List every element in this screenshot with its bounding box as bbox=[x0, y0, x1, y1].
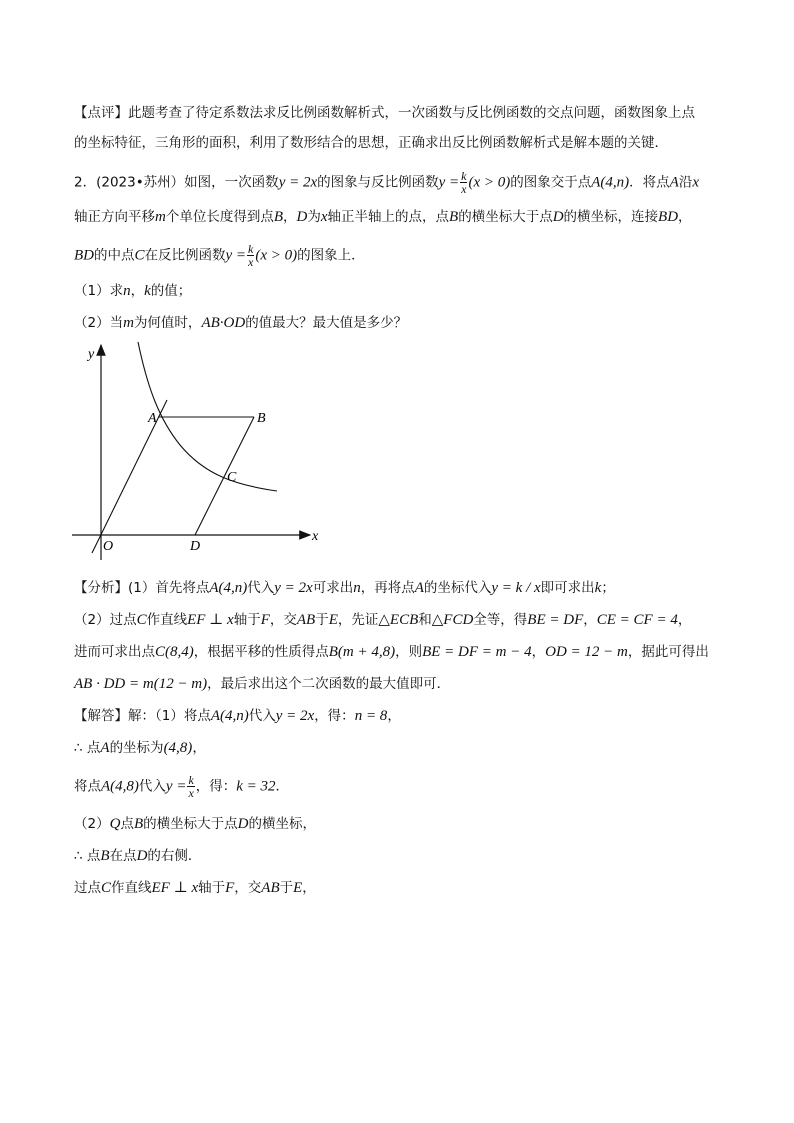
analysis-tag: 【分析】 bbox=[74, 580, 128, 596]
analysis-text: (1）首先将点 bbox=[128, 580, 210, 596]
label-B: B bbox=[257, 411, 266, 426]
problem-text: ， bbox=[678, 209, 692, 225]
analysis-text: ， bbox=[583, 612, 597, 628]
solution-line-1 bbox=[74, 706, 401, 726]
problem-text: （2）当 bbox=[74, 315, 124, 331]
math: A bbox=[100, 740, 110, 756]
solution-text: 在点 bbox=[109, 848, 137, 864]
math: A bbox=[414, 580, 424, 596]
problem-text: 为何值时， bbox=[133, 315, 202, 331]
analysis-text: 作直线 bbox=[146, 612, 188, 628]
analysis-text: 于 bbox=[315, 612, 329, 628]
solution-text: 轴于 bbox=[198, 880, 226, 896]
math: B(m + 4,8) bbox=[328, 644, 396, 660]
math: E bbox=[293, 880, 303, 896]
solution-tag: 【解答】 bbox=[74, 708, 128, 724]
solution-text: ， bbox=[387, 708, 401, 724]
math: F bbox=[260, 612, 270, 628]
math: A(4,n) bbox=[209, 580, 248, 596]
math: C bbox=[101, 880, 112, 896]
analysis-line-3 bbox=[74, 642, 709, 662]
math: Q bbox=[109, 816, 121, 832]
solution-text: （2） bbox=[74, 816, 110, 832]
fraction-denominator: x bbox=[461, 182, 467, 196]
solution-text: 点 bbox=[120, 816, 134, 832]
math: AB·OD bbox=[201, 315, 246, 331]
math: BE = DF bbox=[527, 612, 584, 628]
math: EF ⊥ x bbox=[187, 612, 234, 628]
solution-text: 的横坐标大于点 bbox=[143, 816, 238, 832]
math: AB bbox=[261, 880, 280, 896]
problem-text: 的图象与反比例函数 bbox=[317, 174, 439, 191]
math: n bbox=[353, 580, 361, 596]
solution-text: ． bbox=[275, 778, 290, 795]
solution-text: 作直线 bbox=[111, 880, 152, 896]
solution-text: ，得： bbox=[195, 778, 237, 795]
label-O: O bbox=[103, 539, 114, 554]
analysis-line-1 bbox=[74, 578, 615, 598]
analysis-text: ，据此可得出 bbox=[627, 644, 709, 660]
analysis-text: （2）过点 bbox=[74, 612, 137, 628]
math: AB bbox=[296, 612, 316, 628]
math: BE = DF = m − 4 bbox=[422, 644, 532, 660]
solution-line-3 bbox=[74, 774, 289, 799]
math: n bbox=[123, 283, 131, 299]
problem-text: 为 bbox=[307, 209, 321, 225]
math: C bbox=[134, 247, 145, 264]
problem-text: 的横坐标大于点 bbox=[458, 209, 553, 225]
analysis-text: ，再将点 bbox=[360, 580, 415, 596]
math: y = bbox=[225, 247, 247, 264]
math: y = k / x bbox=[491, 580, 541, 596]
math: y = bbox=[438, 174, 460, 191]
fraction-numerator: k bbox=[248, 242, 254, 256]
problem-line-1 bbox=[74, 170, 699, 195]
comment-text-2: 的坐标特征，三角形的面积，利用了数形结合的思想，正确求出反比例函数解析式是解本题的关键． bbox=[74, 135, 668, 151]
analysis-text: ； bbox=[601, 580, 615, 596]
solution-text: 的右侧． bbox=[147, 848, 202, 864]
analysis-text: 和 bbox=[418, 612, 432, 628]
problem-text: 的中点 bbox=[94, 247, 135, 264]
solution-text: ∴ 点 bbox=[74, 740, 101, 756]
label-x: x bbox=[312, 529, 319, 544]
math: x bbox=[320, 209, 328, 225]
math: m bbox=[155, 209, 166, 225]
solution-text: ， bbox=[192, 740, 206, 756]
math: B bbox=[133, 816, 144, 832]
solution-text: ， bbox=[302, 880, 316, 896]
problem-text: 的横坐标，连接 bbox=[563, 209, 659, 225]
analysis-line-4 bbox=[74, 674, 450, 694]
problem-line-3 bbox=[74, 243, 365, 268]
math: y = 2x bbox=[274, 580, 313, 596]
math: (4,8) bbox=[163, 740, 193, 756]
fraction-k-over-x bbox=[247, 243, 254, 268]
solution-text: 将点 bbox=[74, 778, 101, 795]
analysis-text: ，最后求出这个二次函数的最大值即可． bbox=[207, 676, 451, 692]
math: D bbox=[237, 816, 249, 832]
math: F bbox=[225, 880, 235, 896]
math: A(4,n) bbox=[210, 708, 249, 724]
problem-text: （1）求 bbox=[74, 283, 124, 299]
fraction-denominator: x bbox=[188, 786, 194, 800]
problem-text: 的图象交于点 bbox=[510, 174, 592, 191]
solution-text: 过点 bbox=[74, 880, 101, 896]
math: B bbox=[273, 209, 284, 225]
analysis-text: ，先证 bbox=[337, 612, 379, 628]
analysis-text: 代入 bbox=[247, 580, 275, 596]
solution-text: 代入 bbox=[138, 778, 166, 795]
math: OD = 12 − m bbox=[545, 644, 628, 660]
solution-text: ，交 bbox=[234, 880, 262, 896]
label-y: y bbox=[88, 347, 95, 362]
problem-line-2 bbox=[74, 207, 692, 227]
comment-text-1: 此题考查了待定系数法求反比例函数解析式，一次函数与反比例函数的交点问题，函数图象上点 bbox=[128, 105, 695, 121]
solution-text: ∴ 点 bbox=[74, 848, 101, 864]
analysis-text: 轴于 bbox=[233, 612, 261, 628]
math: A(4,n) bbox=[591, 174, 630, 191]
solution-text: 代入 bbox=[248, 708, 276, 724]
math: (x > 0) bbox=[255, 247, 298, 264]
analysis-text: 的坐标代入 bbox=[423, 580, 492, 596]
math: (x > 0) bbox=[468, 174, 511, 191]
math: CE = CF = 4 bbox=[596, 612, 678, 628]
problem-text: ， bbox=[130, 283, 145, 299]
solution-line-5 bbox=[74, 846, 201, 866]
fraction-k-over-x bbox=[460, 170, 467, 195]
solution-text: 的坐标为 bbox=[109, 740, 164, 756]
analysis-text: ，则 bbox=[395, 644, 423, 660]
solution-line-2 bbox=[74, 738, 206, 758]
problem-text: 的值最大？最大值是多少？ bbox=[245, 315, 408, 331]
label-C: C bbox=[227, 470, 237, 485]
math: C(8,4) bbox=[155, 644, 194, 660]
solution-text: 的横坐标， bbox=[248, 816, 316, 832]
analysis-text: 可求出 bbox=[312, 580, 354, 596]
problem-text: ．将点 bbox=[629, 174, 670, 191]
math: B bbox=[449, 209, 459, 225]
math: D bbox=[296, 209, 308, 225]
problem-text: 沿 bbox=[678, 174, 693, 191]
math: m bbox=[123, 315, 134, 331]
fraction-denominator: x bbox=[248, 255, 254, 269]
analysis-line-2 bbox=[74, 610, 691, 630]
comment-line-2 bbox=[74, 133, 668, 153]
math: BD bbox=[658, 209, 679, 225]
problem-text: 2．(2023•苏州）如图，一次函数 bbox=[74, 174, 279, 191]
problem-text: 轴正半轴上的点，点 bbox=[327, 209, 450, 225]
problem-text: 在反比例函数 bbox=[144, 247, 226, 264]
question-1 bbox=[74, 281, 191, 301]
solution-text: ，得： bbox=[314, 708, 355, 724]
analysis-text: 全等，得 bbox=[473, 612, 528, 628]
math: y = 2x bbox=[278, 174, 318, 191]
problem-text: 轴正方向平移 bbox=[74, 209, 155, 225]
segment-BD bbox=[195, 417, 254, 535]
math: AB · DD = m(12 − m) bbox=[74, 676, 208, 692]
solution-text: 于 bbox=[279, 880, 294, 896]
math: k bbox=[594, 580, 602, 596]
problem-text: 个单位长度得到点 bbox=[165, 209, 274, 225]
math: E bbox=[328, 612, 338, 628]
analysis-text: ，根据平移的性质得点 bbox=[193, 644, 329, 660]
math: A bbox=[669, 174, 679, 191]
analysis-text: ，交 bbox=[269, 612, 297, 628]
problem-text: ， bbox=[283, 209, 297, 225]
geometry-figure bbox=[70, 340, 330, 565]
solution-text: 解：（1）将点 bbox=[128, 708, 211, 724]
math: A(4,8) bbox=[101, 778, 139, 795]
analysis-text: 即可求出 bbox=[540, 580, 595, 596]
analysis-text: ， bbox=[531, 644, 546, 660]
fraction-numerator: k bbox=[461, 169, 467, 183]
math: k = 32 bbox=[236, 778, 276, 795]
math: C bbox=[136, 612, 147, 628]
solution-line-4 bbox=[74, 814, 316, 834]
analysis-text: 进而可求出点 bbox=[74, 644, 155, 660]
label-D: D bbox=[190, 539, 201, 554]
question-2 bbox=[74, 313, 407, 333]
math: n = 8 bbox=[354, 708, 388, 724]
problem-text: 的图象上． bbox=[297, 247, 365, 264]
math: △ECB bbox=[378, 612, 419, 628]
fraction-k-over-x bbox=[187, 774, 194, 799]
comment-line-1 bbox=[74, 103, 695, 123]
math: BD bbox=[74, 247, 94, 264]
math: D bbox=[552, 209, 564, 225]
analysis-text: ， bbox=[677, 612, 692, 628]
fraction-numerator: k bbox=[188, 773, 194, 787]
math: y = bbox=[165, 778, 187, 795]
math: △FCD bbox=[431, 612, 474, 628]
math: y = 2x bbox=[275, 708, 315, 724]
math: x bbox=[692, 174, 700, 191]
comment-tag: 【点评】 bbox=[74, 105, 128, 121]
math: B bbox=[100, 848, 110, 864]
label-A: A bbox=[148, 411, 157, 426]
math: EF ⊥ x bbox=[151, 880, 199, 896]
math: D bbox=[136, 848, 148, 864]
solution-line-6 bbox=[74, 878, 316, 898]
math: k bbox=[144, 283, 151, 299]
problem-text: 的值； bbox=[150, 283, 192, 299]
